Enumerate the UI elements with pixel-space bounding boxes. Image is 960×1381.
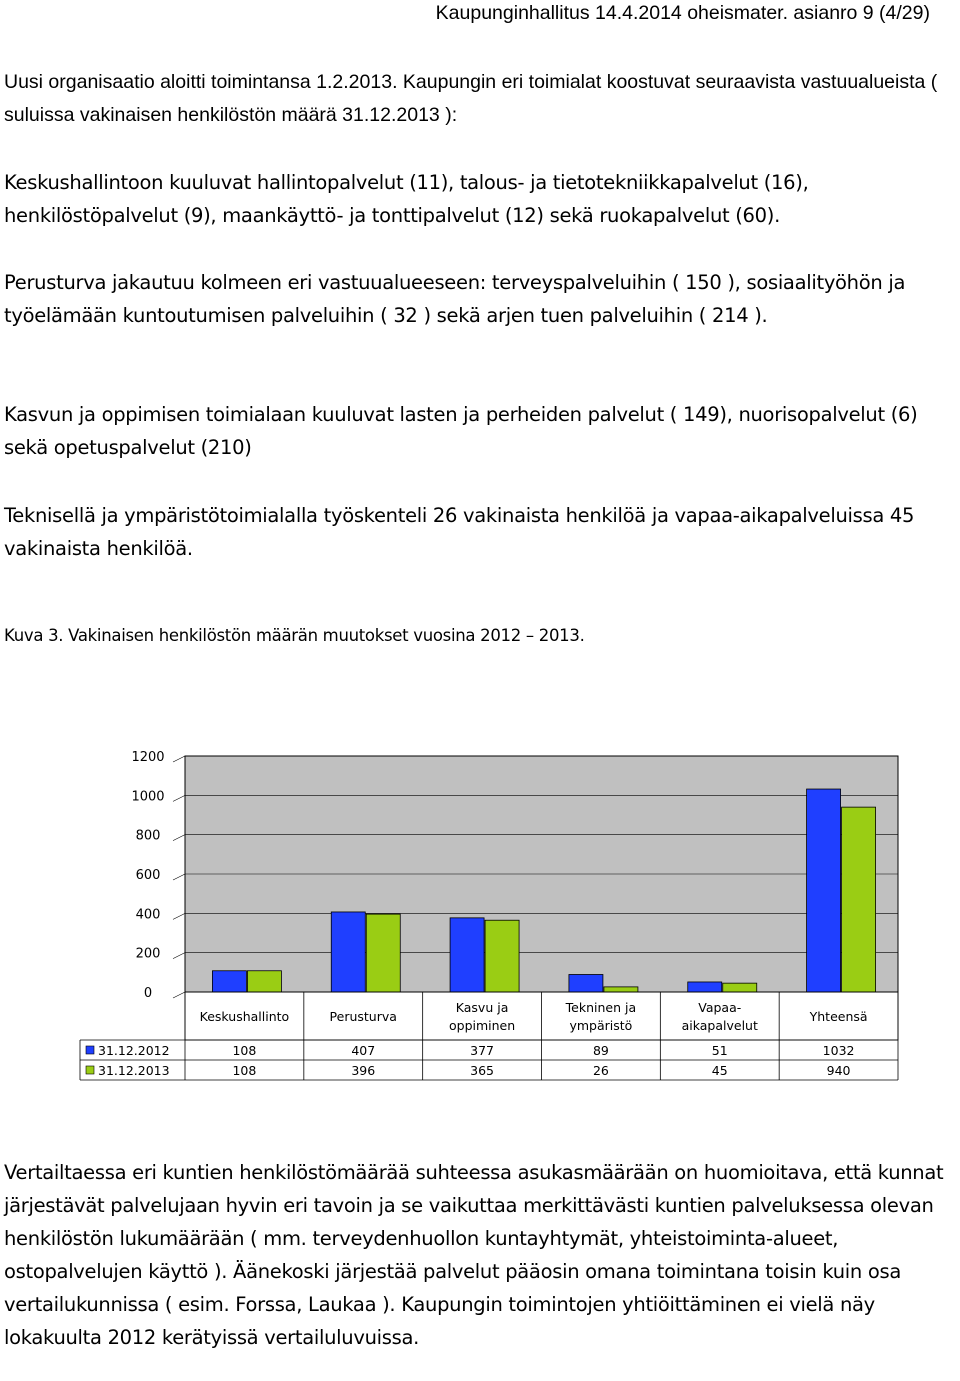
data-label-1-3: 26 — [592, 1063, 609, 1078]
category-label-0: Keskushallinto — [199, 1009, 290, 1024]
tick-mark — [173, 992, 185, 998]
category-label-4: Vapaa-aikapalvelut — [681, 1000, 758, 1033]
bar-31-12-2013-0 — [247, 971, 281, 992]
intro-paragraph: Uusi organisaatio aloitti toimintansa 1.2.2013. Kaupungin eri toimialat koostuvat seuraavista vastuualueista ( suluissa vakinaisen henkilöstön määrä 31.12.2013 ): — [4, 71, 938, 126]
category-label-1: Perusturva — [329, 1009, 397, 1024]
y-tick-label: 200 — [135, 946, 161, 962]
bar-31-12-2012-4 — [688, 982, 722, 992]
bar-31-12-2013-1 — [366, 914, 400, 992]
y-tick-label: 800 — [135, 828, 161, 844]
bar-31-12-2012-2 — [450, 918, 484, 992]
data-label-1-4: 45 — [711, 1063, 728, 1078]
y-tick-label: 0 — [143, 986, 153, 1001]
data-label-0-2: 377 — [470, 1043, 495, 1058]
legend-swatch-0 — [86, 1046, 94, 1054]
tekninen-paragraph: Teknisellä ja ympäristötoimialalla työskenteli 26 vakinaista henkilöä ja vapaa-aikapalveluissa 45 vakinaista henkilöä. — [4, 504, 915, 560]
legend-swatch-1 — [86, 1066, 94, 1074]
data-label-0-0: 108 — [232, 1043, 257, 1058]
data-label-0-3: 89 — [592, 1043, 609, 1058]
kasvu-paragraph: Kasvun ja oppimisen toimialaan kuuluvat lasten ja perheiden palvelut ( 149), nuorisopalvelut (6) sekä opetuspalvelut (210) — [4, 403, 918, 459]
y-tick-label: 400 — [135, 907, 161, 923]
data-label-0-4: 51 — [711, 1043, 728, 1058]
tick-mark — [173, 913, 185, 919]
data-label-1-2: 365 — [470, 1063, 495, 1078]
figure-caption: Kuva 3. Vakinaisen henkilöstön määrän muutokset vuosina 2012 – 2013. — [4, 626, 585, 645]
category-label-3: Tekninen ja ympäristö — [565, 1000, 637, 1033]
category-label-2: Kasvu ja oppiminen — [448, 1000, 516, 1033]
legend-label-0: 31.12.2012 — [98, 1043, 170, 1058]
bar-31-12-2012-3 — [569, 974, 603, 992]
bar-31-12-2013-4 — [723, 983, 757, 992]
bar-31-12-2012-5 — [807, 789, 841, 992]
bar-31-12-2012-1 — [331, 912, 365, 992]
comparison-paragraph: Vertailtaessa eri kuntien henkilöstömäärää suhteessa asukasmäärään on huomioitava, että kunnat järjestävät palvelujaan hyvin eri tavoin ja se vaikuttaa merkittävästi kuntien palveluksessa olevan henkilöstön lukumäärään ( mm. terveydenhuollon kuntayhtymät, yhteistoiminta-alueet, ostopalvelujen käyttö ). Äänekoski järjestää palvelut pääosin omana toimintana toisin kuin osa vertailukunnissa ( esim. Forssa, Laukaa ). Kaupungin toimintojen yhtiöittäminen ei vielä näy lokakuulta 2012 kerätyissä vertailuluvuissa. — [4, 1161, 944, 1349]
y-tick-label: 600 — [135, 868, 161, 883]
y-tick-label: 1000 — [131, 789, 165, 805]
tick-mark — [173, 953, 185, 959]
tick-mark — [173, 835, 185, 841]
page-header: Kaupunginhallitus 14.4.2014 oheismater. asianro 9 (4/29) — [435, 2, 930, 24]
bar-31-12-2012-0 — [212, 971, 246, 992]
bar-31-12-2013-5 — [842, 807, 876, 992]
keskushallinto-paragraph: Keskushallintoon kuuluvat hallintopalvelut (11), talous- ja tietotekniikkapalvelut (16), henkilöstöpalvelut (9), maankäyttö- ja tonttipalvelut (12) sekä ruokapalvelut (60). — [4, 171, 809, 227]
data-label-0-5: 1032 — [822, 1043, 855, 1058]
data-label-1-0: 108 — [232, 1063, 257, 1078]
tick-mark — [173, 874, 185, 880]
legend-label-1: 31.12.2013 — [98, 1063, 170, 1078]
bar-31-12-2013-2 — [485, 920, 519, 992]
data-label-1-5: 940 — [826, 1063, 851, 1078]
tick-mark — [173, 756, 185, 762]
bar-31-12-2013-3 — [604, 987, 638, 992]
staff-bar-chart — [0, 740, 960, 1085]
y-tick-label: 1200 — [131, 750, 165, 765]
category-label-5: Yhteensä — [809, 1009, 868, 1024]
data-label-0-1: 407 — [351, 1043, 376, 1058]
data-label-1-1: 396 — [351, 1063, 376, 1078]
perusturva-paragraph: Perusturva jakautuu kolmeen eri vastuualueeseen: terveyspalveluihin ( 150 ), sosiaalityöhön ja työelämään kuntoutumisen palveluihin ( 32 ) sekä arjen tuen palveluihin ( 214 ). — [4, 271, 906, 327]
tick-mark — [173, 795, 185, 801]
